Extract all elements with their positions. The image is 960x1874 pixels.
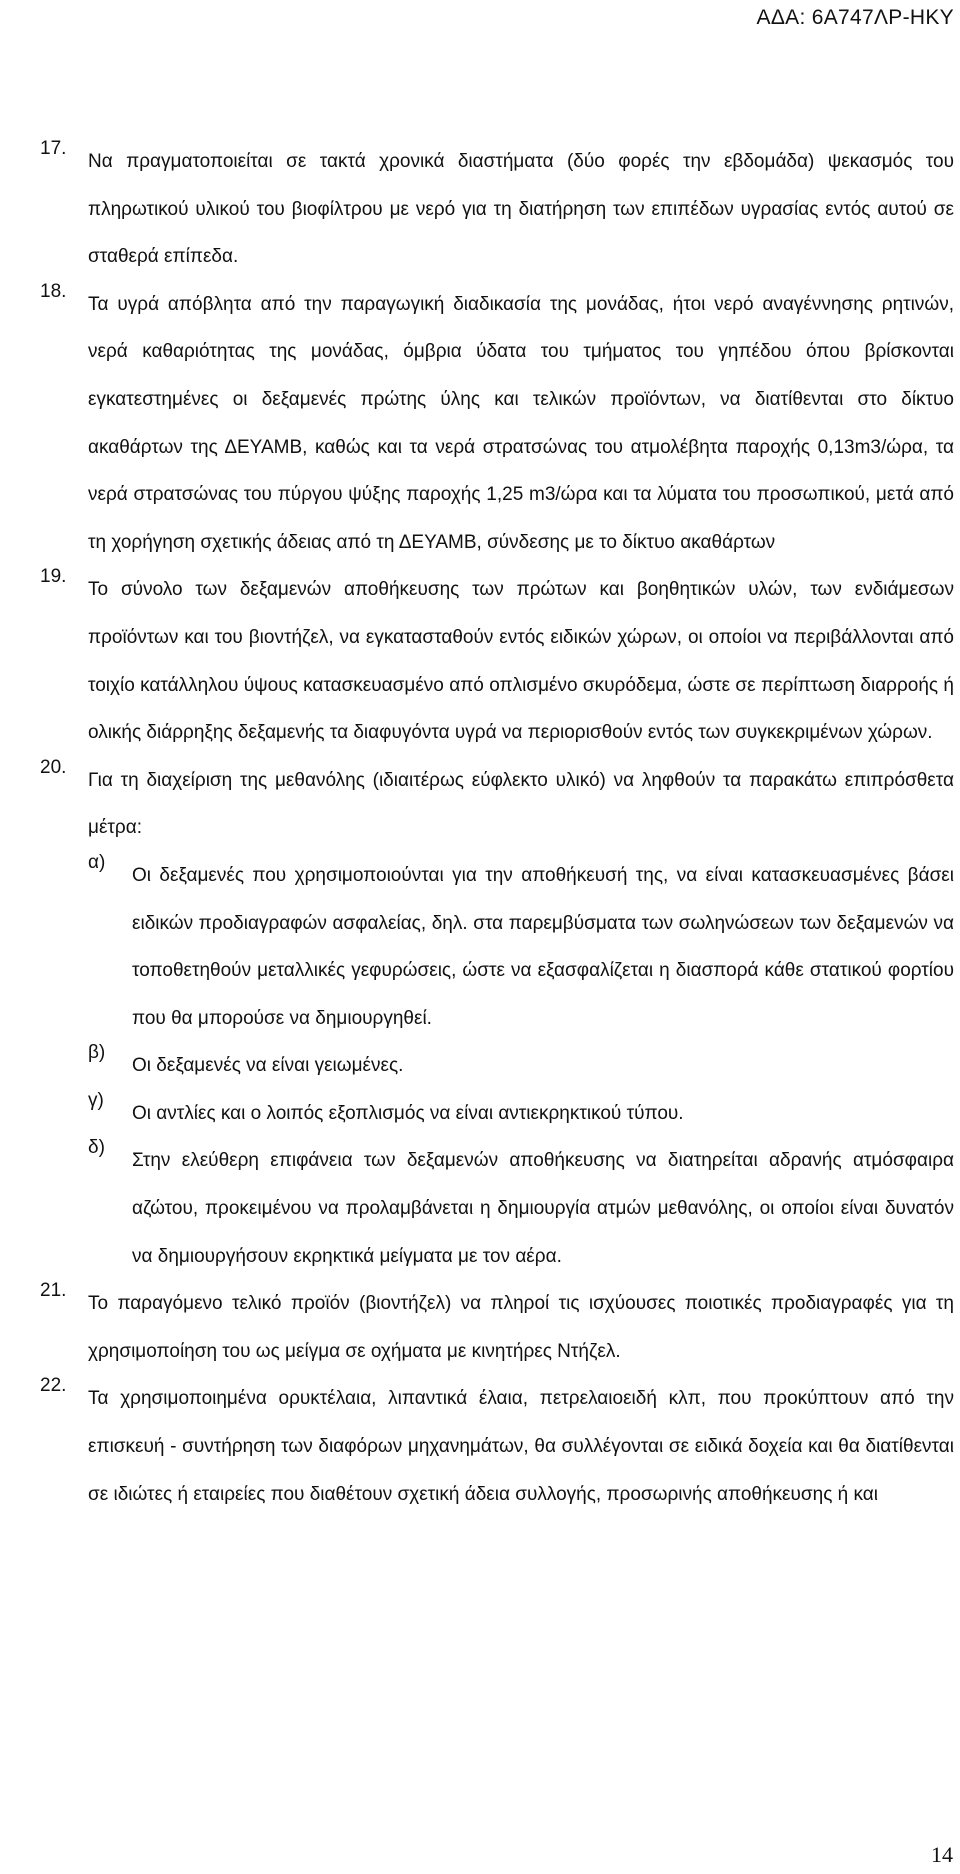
list-item-19 [40, 566, 954, 756]
page-number: 14 [931, 1842, 953, 1867]
item-number: 21. [40, 1280, 67, 1302]
sub-item-letter: γ) [88, 1089, 104, 1111]
sub-item-letter: δ) [88, 1137, 105, 1159]
sub-item-text: Στην ελεύθερη επιφάνεια των δεξαμενών αποθήκευσης να διατηρείται αδρανής ατμόσφαιρα αζώτου, προκειμένου να προλαμβάνεται η δημιουργία ατμών μεθανόλης, οι οποίοι είναι δυνατόν να δημιουργήσουν εκρηκτικά μείγματα με τον αέρα. [132, 1150, 954, 1267]
list-item-18 [40, 281, 954, 567]
item-number: 19. [40, 566, 67, 588]
document-body [40, 138, 954, 1518]
list-item-17 [40, 138, 954, 281]
item-number: 20. [40, 756, 67, 778]
item-number: 22. [40, 1375, 67, 1397]
list-item-21 [40, 1280, 954, 1375]
item-text: Για τη διαχείριση της μεθανόλης (ιδιαιτέρως εύφλεκτο υλικό) να ληφθούν τα παρακάτω επιπρόσθετα μέτρα: [88, 769, 954, 839]
item-number: 17. [40, 138, 67, 159]
sub-item-text: Οι αντλίες και ο λοιπός εξοπλισμός να είναι αντιεκρηκτικού τύπου. [132, 1102, 684, 1124]
sub-item-c [88, 1090, 954, 1138]
item-number: 18. [40, 280, 67, 302]
item-text: Τα χρησιμοποιημένα ορυκτέλαια, λιπαντικά έλαια, πετρελαιοειδή κλπ, που προκύπτουν από την επισκευή - συντήρηση των διαφόρων μηχανημάτων, θα συλλέγονται σε ειδικά δοχεία και θα διατίθενται σε ιδιώτες ή εταιρείες που διαθέτουν σχετική άδεια συλλογής, προσωρινής αποθήκευσης ή και [88, 1388, 954, 1505]
sub-item-d [88, 1137, 954, 1280]
item-text: Το σύνολο των δεξαμενών αποθήκευσης των πρώτων και βοηθητικών υλών, των ενδιάμεσων προϊόντων και του βιοντήζελ, να εγκατασταθούν εντός ειδικών χώρων, οι οποίοι να περιβάλλονται από τοιχίο κατάλληλου ύψους κατασκευασμένο από οπλισμένο σκυρόδεμα, ώστε σε περίπτωση διαρροής ή ολικής διάρρηξης δεξαμενής τα διαφυγόντα υγρά να περιορισθούν εντός των συγκεκριμένων χώρων. [88, 579, 954, 744]
item-text: Το παραγόμενο τελικό προϊόν (βιοντήζελ) να πληροί τις ισχύουσες ποιοτικές προδιαγραφές για τη χρησιμοποίηση του ως μείγμα σε οχήματα με κινητήρες Ντήζελ. [88, 1293, 954, 1362]
sub-item-letter: α) [88, 851, 106, 873]
item-text: Να πραγματοποιείται σε τακτά χρονικά διαστήματα (δύο φορές την εβδομάδα) ψεκασμός του πληρωτικού υλικού του βιοφίλτρου με νερό για τη διατήρηση των επιπέδων υγρασίας εντός αυτού σε σταθερά επίπεδα. [88, 151, 954, 268]
sub-item-text: Οι δεξαμενές να είναι γειωμένες. [132, 1055, 404, 1077]
sub-list [88, 852, 954, 1280]
document-code: ΑΔΑ: 6Α747ΛΡ-ΗΚΥ [756, 6, 954, 29]
list-item-20 [40, 757, 954, 852]
item-text: Τα υγρά απόβλητα από την παραγωγική διαδικασία της μονάδας, ήτοι νερό αναγέννησης ρητινών, νερά καθαριότητας της μονάδας, όμβρια ύδατα του τμήματος του γηπέδου όπου βρίσκονται εγκατεστημένες οι δεξαμενές πρώτης ύλης και τελικών προϊόντων, να διατίθενται στο δίκτυο ακαθάρτων της ΔΕΥΑΜΒ, καθώς και τα νερά στρατσώνας του ατμολέβητα παροχής 0,13m3/ώρα, τα νερά στρατσώνας του πύργου ψύξης παροχής 1,25 m3/ώρα και τα λύματα του προσωπικού, μετά από τη χορήγηση σχετικής άδειας από τη ΔΕΥΑΜΒ, σύνδεσης με το δίκτυο ακαθάρτων [88, 293, 954, 553]
sub-item-a [88, 852, 954, 1042]
list-item-22 [40, 1375, 954, 1518]
sub-item-letter: β) [88, 1042, 106, 1064]
sub-item-text: Οι δεξαμενές που χρησιμοποιούνται για την αποθήκευσή της, να είναι κατασκευασμένες βάσει ειδικών προδιαγραφών ασφαλείας, δηλ. στα παρεμβύσματα των σωληνώσεων των δεξαμενών να τοποθετηθούν μεταλλικές γεφυρώσεις, ώστε να εξασφαλίζεται η διασπορά κάθε στατικού φορτίου που θα μπορούσε να δημιουργηθεί. [132, 864, 954, 1029]
sub-item-b [88, 1042, 954, 1090]
